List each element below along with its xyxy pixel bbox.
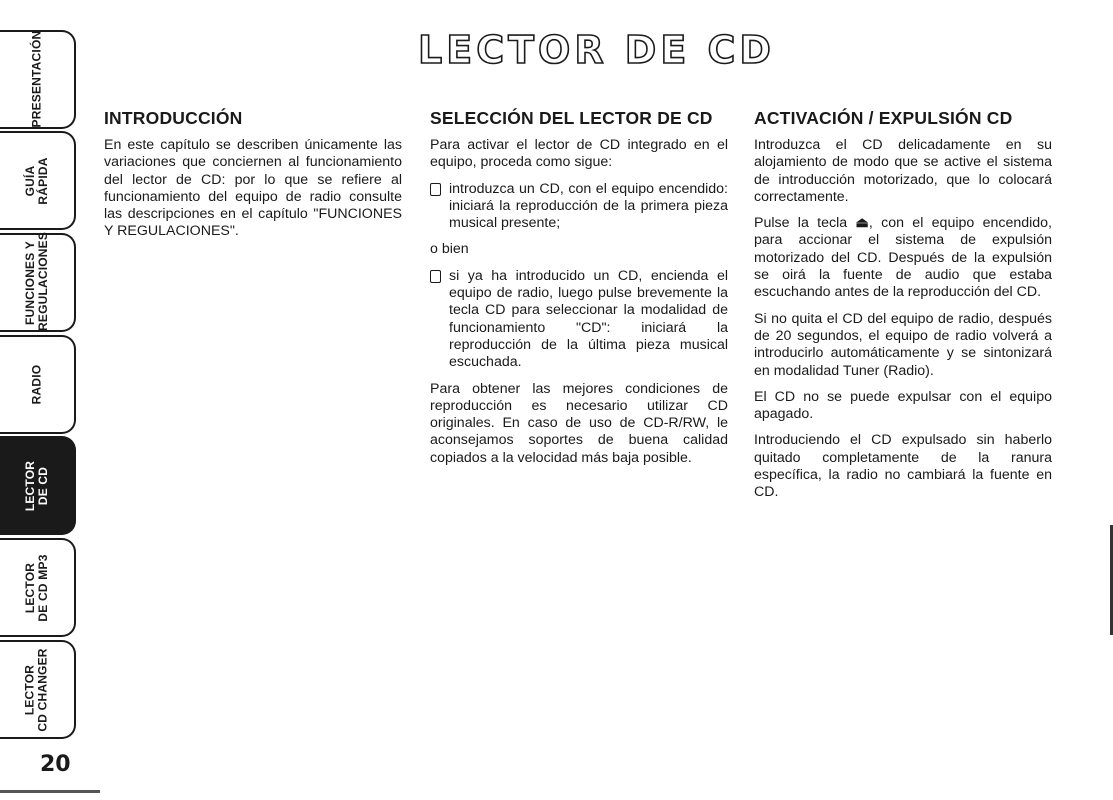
paragraph: Introduzca el CD delicadamente en su alojamiento de modo que se active el sistema de introducción motorizado, que lo colocará correctamente. <box>754 137 1052 205</box>
tab-lector-cd-mp3[interactable] <box>0 538 76 637</box>
footer-rule <box>0 790 100 793</box>
text-run: Pulse la tecla <box>754 215 856 232</box>
tab-label: LECTOR CD CHANGER <box>23 647 50 732</box>
paragraph: En este capítulo se describen únicamente las variaciones que conciernen al funcionamiento del lector de CD: por lo que se refiere al funcionamiento del equipo de radio consulte las descripciones en el capítulo "FUNCIONES Y REGULACIONES". <box>104 137 402 240</box>
paragraph: Para obtener las mejores condiciones de reproducción es necesario utilizar CD originales. En caso de uso de CD-R/RW, le aconsejamos soportes de buena calidad copiados a la velocidad más baja posible. <box>430 380 728 466</box>
page-number: 20 <box>40 752 71 777</box>
tab-guia-rapida[interactable] <box>0 131 76 230</box>
tab-radio[interactable] <box>0 335 76 434</box>
section-introduccion <box>104 108 402 250</box>
section-heading: INTRODUCCIÓN <box>104 108 243 128</box>
paragraph: Si no quita el CD del equipo de radio, después de 20 segundos, el equipo de radio volverá a introducirlo automáticamente y se sintonizará en modalidad Tuner (Radio). <box>754 310 1052 379</box>
section-heading: SELECCIÓN DEL LECTOR DE CD <box>430 108 713 128</box>
paragraph: Para activar el lector de CD integrado en el equipo, proceda como sigue: <box>430 137 728 171</box>
paragraph: Introduciendo el CD expulsado sin haberlo quitado completamente de la ranura específica, la radio no cambiará la fuente en CD. <box>754 432 1052 501</box>
page-title: LECTOR DE CD <box>418 28 775 72</box>
tab-lector-cd-changer[interactable] <box>0 640 76 739</box>
tab-label: RADIO <box>29 364 44 405</box>
list-item-text: si ya ha introducido un CD, encienda el equipo de radio, luego pulse brevemente la tecla CD para seleccionar la modalidad de funcionamiento "CD": iniciará la reproducción de la última pieza musical escuchada. <box>449 267 728 371</box>
section-expulsion <box>754 108 1052 511</box>
paragraph <box>754 215 1052 301</box>
paragraph: o bien <box>430 241 469 258</box>
tab-lector-de-cd[interactable] <box>0 436 76 535</box>
tab-label: FUNCIONES Y REGULACIONES <box>23 231 50 331</box>
eject-icon: ⏏ <box>855 215 869 232</box>
section-heading: ACTIVACIÓN / EXPULSIÓN CD <box>754 108 1013 128</box>
list-item-text: introduzca un CD, con el equipo encendido: iniciará la reproducción de la primera pieza musical presente; <box>449 180 728 232</box>
tab-label: GUÍA RÁPIDA <box>23 156 50 205</box>
checkbox-bullet-icon <box>430 270 441 283</box>
list-item <box>430 181 728 233</box>
tab-label: LECTOR DE CD <box>23 460 50 511</box>
section-seleccion <box>430 108 728 476</box>
tab-label: LECTOR DE CD MP3 <box>23 553 50 622</box>
tab-label: PRESENTACIÓN <box>29 30 44 128</box>
checkbox-bullet-icon <box>430 183 441 196</box>
paragraph: El CD no se puede expulsar con el equipo apagado. <box>754 388 1052 423</box>
chapter-tabs <box>0 30 76 755</box>
text-run: , con el equipo encendido, para accionar el sistema de expulsión motorizado del CD. Después de la expulsión se oirá la fuente de audio que estaba escuchando antes de la reproducción del CD. <box>754 215 1053 301</box>
list-item <box>430 268 728 372</box>
tab-funciones-regulaciones[interactable] <box>0 233 76 332</box>
